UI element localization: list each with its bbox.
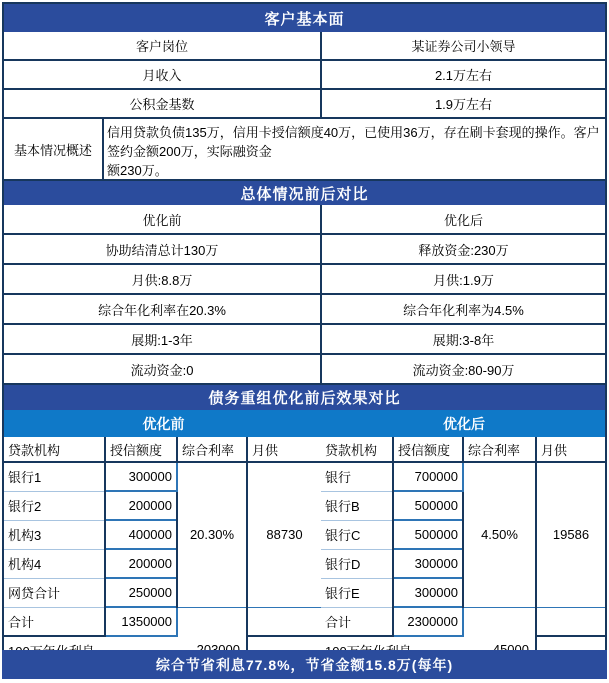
basic-summary-row bbox=[4, 119, 605, 181]
before-header-rate: 综合利率 bbox=[177, 437, 247, 462]
basic-row-fund bbox=[4, 90, 605, 119]
basic-income-value: 2.1万左右 bbox=[434, 68, 493, 83]
overall-term-after: 展期:3-8年 bbox=[432, 332, 495, 348]
before-total-monthly-empty bbox=[247, 607, 321, 636]
overall-liquid-before: 流动资金:0 bbox=[4, 355, 322, 383]
overall-liquid-after: 流动资金:80-90万 bbox=[412, 362, 515, 378]
before-org-4: 网贷合计 bbox=[4, 578, 105, 607]
before-header-org: 贷款机构 bbox=[4, 437, 105, 462]
summary-line-2: 额230万。 bbox=[107, 163, 168, 178]
report-table bbox=[2, 2, 607, 665]
before-credit-3: 200000 bbox=[105, 549, 177, 578]
after-org-4: 银行E bbox=[321, 578, 393, 607]
after-monthly-value: 19586 bbox=[536, 462, 605, 607]
overall-header-row bbox=[4, 205, 605, 235]
after-credit-0: 700000 bbox=[393, 462, 463, 491]
overall-term-before: 展期:1-3年 bbox=[4, 325, 322, 353]
after-rate-value: 4.50% bbox=[463, 462, 536, 607]
before-credit-2: 400000 bbox=[105, 520, 177, 549]
after-credit-2: 500000 bbox=[393, 520, 463, 549]
table-row bbox=[321, 462, 605, 491]
before-total-rate-empty bbox=[177, 607, 247, 636]
overall-monthly-before: 月供:8.8万 bbox=[4, 265, 322, 293]
detail-subheader bbox=[4, 410, 605, 437]
after-header-credit: 授信额度 bbox=[393, 437, 463, 462]
after-credit-3: 300000 bbox=[393, 549, 463, 578]
after-header-monthly: 月供 bbox=[536, 437, 605, 462]
after-org-2: 银行C bbox=[321, 520, 393, 549]
before-org-1: 银行2 bbox=[4, 491, 105, 520]
after-header-rate: 综合利率 bbox=[463, 437, 536, 462]
basic-section-title: 客户基本面 bbox=[4, 4, 605, 32]
detail-after-label: 优化后 bbox=[443, 415, 485, 432]
detail-before-label: 优化前 bbox=[142, 415, 185, 432]
basic-position-value: 某证券公司小领导 bbox=[411, 39, 516, 54]
before-header-credit: 授信额度 bbox=[105, 437, 177, 462]
after-org-3: 银行D bbox=[321, 549, 393, 578]
after-credit-1: 500000 bbox=[393, 491, 463, 520]
savings-summary-banner: 综合节省利息77.8%，节省金额15.8万(每年) bbox=[2, 650, 607, 679]
before-total-row bbox=[4, 607, 321, 636]
before-rate-value: 20.30% bbox=[177, 462, 247, 607]
overall-settle-after: 释放资金:230万 bbox=[418, 242, 509, 258]
after-org-0: 银行 bbox=[321, 462, 393, 491]
before-header-monthly: 月供 bbox=[247, 437, 321, 462]
basic-summary-label: 基本情况概述 bbox=[4, 119, 104, 179]
after-total-monthly-empty bbox=[536, 607, 605, 636]
before-org-2: 机构3 bbox=[4, 520, 105, 549]
overall-row-monthly bbox=[4, 265, 605, 295]
overall-rate-before: 综合年化利率在20.3% bbox=[4, 295, 322, 323]
summary-line-1: 信用贷款负债135万，信用卡授信额度40万，已使用36万，存在刷卡套现的操作。客户签约金额200万，实际融资金 bbox=[107, 125, 600, 159]
basic-fund-label: 公积金基数 bbox=[4, 90, 322, 117]
table-row bbox=[4, 462, 321, 491]
after-total-row bbox=[321, 607, 605, 636]
basic-fund-value: 1.9万左右 bbox=[434, 97, 493, 112]
before-org-3: 机构4 bbox=[4, 549, 105, 578]
before-credit-4: 250000 bbox=[105, 578, 177, 607]
after-total-rate-empty bbox=[463, 607, 536, 636]
before-credit-0: 300000 bbox=[105, 462, 177, 491]
overall-row-rate bbox=[4, 295, 605, 325]
detail-section-title: 债务重组优化前后效果对比 bbox=[4, 385, 605, 410]
overall-after-label: 优化后 bbox=[443, 212, 483, 228]
basic-income-label: 月收入 bbox=[4, 61, 322, 88]
overall-before-label: 优化前 bbox=[4, 205, 322, 233]
overall-row-settle bbox=[4, 235, 605, 265]
overall-settle-before: 协助结清总计130万 bbox=[4, 235, 322, 263]
overall-row-liquid bbox=[4, 355, 605, 385]
after-table bbox=[321, 437, 605, 663]
basic-position-label: 客户岗位 bbox=[4, 32, 322, 59]
basic-summary-text bbox=[104, 119, 605, 179]
after-header-row bbox=[321, 437, 605, 462]
after-credit-4: 300000 bbox=[393, 578, 463, 607]
after-total-label: 合计 bbox=[321, 607, 393, 636]
after-total-credit: 2300000 bbox=[393, 607, 463, 636]
overall-monthly-after: 月供:1.9万 bbox=[433, 272, 494, 288]
before-total-credit: 1350000 bbox=[105, 607, 177, 636]
before-table bbox=[4, 437, 321, 663]
before-org-0: 银行1 bbox=[4, 462, 105, 491]
before-credit-1: 200000 bbox=[105, 491, 177, 520]
detail-tables bbox=[4, 437, 605, 663]
overall-row-term bbox=[4, 325, 605, 355]
overall-rate-after: 综合年化利率为4.5% bbox=[403, 302, 524, 318]
after-header-org: 贷款机构 bbox=[321, 437, 393, 462]
basic-row-position bbox=[4, 32, 605, 61]
before-header-row bbox=[4, 437, 321, 462]
before-total-label: 合计 bbox=[4, 607, 105, 636]
before-monthly-value: 88730 bbox=[247, 462, 321, 607]
after-org-1: 银行B bbox=[321, 491, 393, 520]
basic-row-income bbox=[4, 61, 605, 90]
overall-section-title: 总体情况前后对比 bbox=[4, 181, 605, 205]
